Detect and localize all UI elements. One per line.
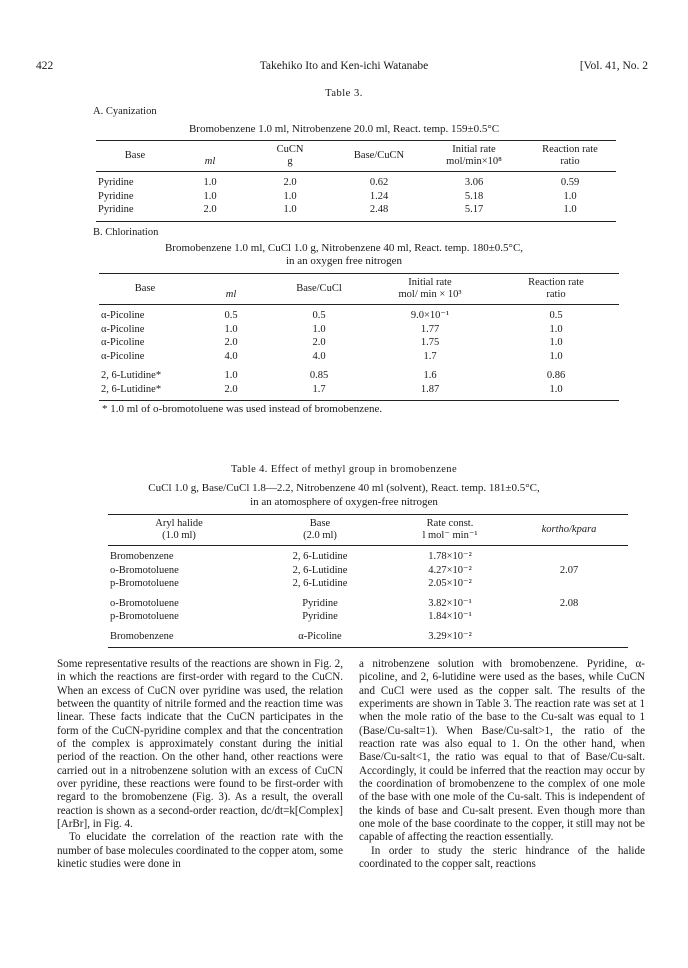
header-initial-rate: Initial rate mol/ min × 10³ — [398, 277, 462, 300]
paragraph: To elucidate the correlation of the reaction rate with the number of base molecules coordinated to the copper atom, some kinetic studies were done in — [57, 831, 343, 871]
paragraph: a nitrobenzene solution with bromobenzene. Pyridine, α-picoline, and 2, 6-lutidine were used as the bases, while CuCN and CuCl were used as the copper salt. The results of the experiments are shown in Table 3. The reaction rate was set at 1 when the mole ratio of the base to the Cu-salt was equal to 1 (Base/Cu-salt=1). When Base/Cu-salt>1, the ratio of the reaction rate was also equal to 1. On the other hand, when Base/Cu-salt<1, the ratio was equal to that of Base/Cu-salt. Accordingly, it could be inferred that the reaction may occur by the coordination of bromobenzene to the complex of one mole of the base with one mole of the Cu-salt. This is independent of the kinds of base and Cu-salt present. Even though more than one mole of the base coordinate to the copper, it still may not be capable of affecting the reaction essentially. — [359, 658, 645, 844]
header-initial-rate: Initial rate mol/min×10⁸ — [446, 144, 502, 167]
table4-conditions-1: CuCl 1.0 g, Base/CuCl 1.8—2.2, Nitrobenzene 40 ml (solvent), React. temp. 181±0.5°C, — [148, 482, 540, 494]
table3-partB — [99, 273, 619, 401]
table-row: o-Bromotoluene Pyridine 3.82×10⁻¹ 2.08 — [110, 597, 579, 609]
table-row: α-Picoline 1.0 1.0 1.77 1.0 — [101, 323, 563, 335]
table-row: Bromobenzene α-Picoline 3.29×10⁻² — [108, 624, 628, 648]
table-row: Pyridine 1.0 1.0 1.24 5.18 1.0 — [98, 190, 577, 202]
table3-partB-conditions-2: in an oxygen free nitrogen — [285, 255, 403, 267]
table4-conditions-2: in an atomosphere of oxygen-free nitrogen — [250, 496, 438, 508]
page-number: 422 — [36, 60, 54, 72]
header-base: Base (2.0 ml) — [303, 518, 337, 541]
header-rate-const: Rate const. l mol⁻ min⁻¹ — [422, 518, 478, 541]
table-row: 2, 6-Lutidine* 1.0 0.85 1.6 0.86 — [101, 370, 566, 381]
table-row: α-Picoline 4.0 4.0 1.7 1.0 — [101, 350, 563, 362]
table3-partB-label: B. Chlorination — [93, 227, 159, 238]
header-k-ratio: kortho/kpara — [541, 524, 597, 535]
table-row: α-Picoline 2.0 2.0 1.75 1.0 — [101, 337, 563, 348]
table-row: Pyridine 2.0 1.0 2.48 5.17 1.0 — [96, 203, 616, 221]
paragraph: Some representative results of the reactions are shown in Fig. 2, in which the reactions are first-order with regard to the CuCN. When an excess of CuCN over pyridine was used, the relation between the quantity of nitrile formed and the reaction time was linear. These facts indicate that the CuCN participates in the form of the CuCN-pyridine complex and that the concentration of the complex is approximately constant during the initial period of the reaction. On the other hand, other reactions were carried out in a nitrobenzene solution with an excess of CuCN over pyridine, these reactions were found to be first-order with regard to the bromobenzene (Fig. 3). As a result, the overall reaction is shown as a second-order reaction, dc/dt=k[Complex][ArBr], in Fig. 4. — [57, 658, 343, 831]
table-row: p-Bromotoluene Pyridine 1.84×10⁻¹ — [110, 611, 472, 622]
table-row: p-Bromotoluene 2, 6-Lutidine 2.05×10⁻² — [110, 578, 472, 589]
header-rate-ratio: Reaction rate ratio — [542, 144, 598, 167]
table3-title: Table 3. — [325, 88, 363, 99]
paragraph: In order to study the steric hindrance of the halide coordinated to the copper salt, reactions — [359, 844, 645, 871]
table-row: 2, 6-Lutidine* 2.0 1.7 1.87 1.0 — [99, 383, 619, 401]
header-rate-ratio: Reaction rate ratio — [528, 277, 584, 300]
header-ml: ml — [204, 155, 216, 167]
header-base: Base — [134, 283, 156, 294]
table3-partB-conditions-1: Bromobenzene 1.0 ml, CuCl 1.0 g, Nitrobenzene 40 ml, React. temp. 180±0.5°C, — [164, 242, 524, 254]
table3-partA — [96, 140, 616, 222]
header-aryl-halide: Aryl halide (1.0 ml) — [155, 518, 203, 541]
table3-partA-label: A. Cyanization — [93, 106, 157, 117]
running-head-authors: Takehiko Ito and Ken-ichi Watanabe — [259, 60, 429, 72]
header-base-cucl: Base/CuCl — [296, 283, 342, 294]
body-column-left — [57, 658, 343, 872]
header-ml: ml — [225, 288, 237, 300]
body-column-right — [359, 658, 645, 872]
header-base-cucn: Base/CuCN — [353, 150, 405, 161]
table-row: Bromobenzene 2, 6-Lutidine 1.78×10⁻² — [110, 551, 472, 562]
running-head-volume: [Vol. 41, No. 2 — [579, 60, 648, 72]
table3-partA-conditions: Bromobenzene 1.0 ml, Nitrobenzene 20.0 ml, React. temp. 159±0.5°C — [188, 123, 500, 135]
header-cucn: CuCN g — [276, 144, 304, 167]
table4-title: Table 4. Effect of methyl group in bromobenzene — [230, 464, 458, 475]
table-row: Pyridine 1.0 2.0 0.62 3.06 0.59 — [98, 177, 580, 188]
table-row: o-Bromotoluene 2, 6-Lutidine 4.27×10⁻² 2.07 — [110, 564, 579, 576]
table-row: α-Picoline 0.5 0.5 9.0×10⁻¹ 0.5 — [101, 310, 563, 321]
table4 — [108, 514, 628, 648]
table3-footnote: * 1.0 ml of o-bromotoluene was used instead of bromobenzene. — [102, 403, 383, 415]
header-base: Base — [124, 150, 146, 161]
